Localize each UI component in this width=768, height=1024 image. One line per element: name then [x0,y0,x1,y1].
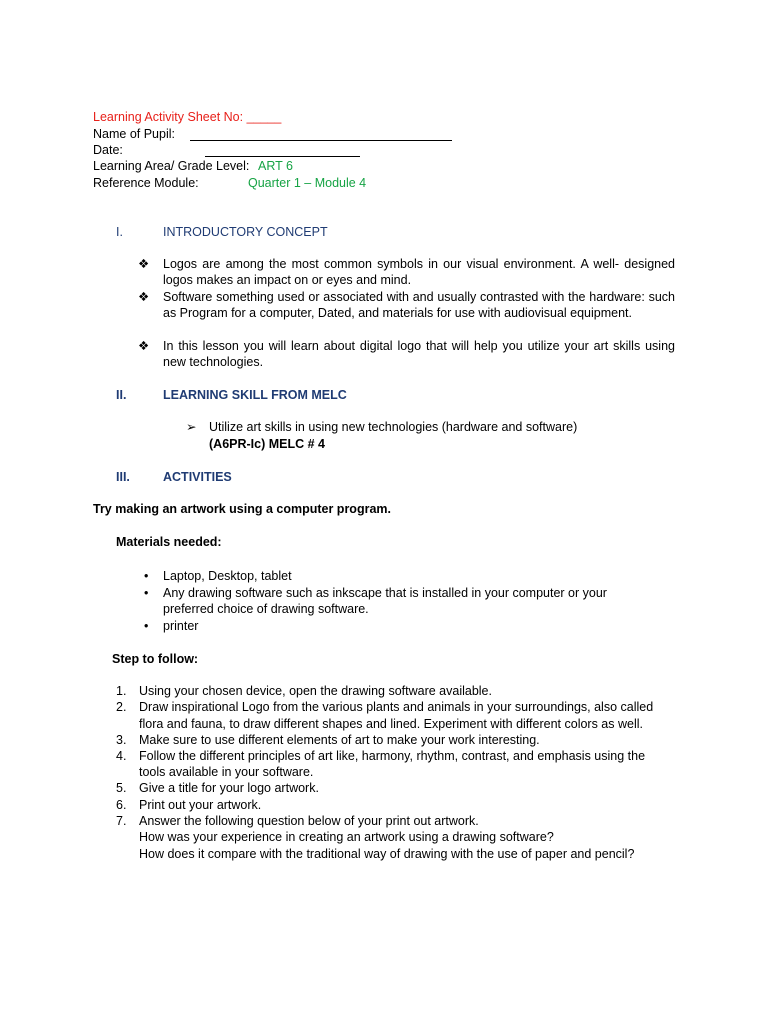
step-text: Print out your artwork. [139,798,262,812]
pupil-label: Name of Pupil: [93,127,175,141]
date-line [93,142,123,158]
step-number: 7. [116,814,127,828]
materials-heading: Materials needed: [116,535,222,549]
section-2-numeral: II. [116,388,127,402]
reflection-question: How does it compare with the traditional way of drawing with the use of paper and pencil? [139,847,635,861]
section-2-title: LEARNING SKILL FROM MELC [163,388,347,402]
section-3-numeral: III. [116,470,130,484]
pupil-name-blank[interactable] [190,128,452,141]
materials-item: Any drawing software such as inkscape that is installed in your computer or your [163,586,607,600]
reference-module-value: Quarter 1 – Module 4 [248,176,367,190]
date-label: Date: [93,143,123,157]
section-1-title: INTRODUCTORY CONCEPT [163,225,328,239]
reference-module-label: Reference Module: [93,176,199,190]
bullet-dot-icon: • [144,619,149,633]
step-number: 4. [116,749,127,763]
step-number: 2. [116,700,127,714]
sheet-label: Learning Activity Sheet No: [93,110,244,124]
learning-area-value: ART 6 [258,159,293,173]
step-number: 6. [116,798,127,812]
step-number: 1. [116,684,127,698]
diamond-bullet-icon: ❖ [138,339,150,353]
step-text-continued: flora and fauna, to draw different shapes and lined. Experiment with different colors as well. [139,717,643,731]
sheet-number-blank: _____ [246,110,282,124]
step-text: Answer the following question below of your print out artwork. [139,814,479,828]
step-text: Using your chosen device, open the drawing software available. [139,684,492,698]
intro-bullet-text: Software something used or associated with and usually contrasted with the hardware: such as Program for a computer, Dated, and materials for use with audiovisual equipment. [163,290,675,320]
section-3-title: ACTIVITIES [163,470,232,484]
materials-item: printer [163,619,199,633]
section-1-numeral: I. [116,225,123,239]
intro-bullet-2 [138,289,675,321]
step-text-continued: tools available in your software. [139,765,314,779]
step-text: Follow the different principles of art like, harmony, rhythm, contrast, and emphasis using the [139,749,646,763]
step-text: Make sure to use different elements of art to make your work interesting. [139,733,540,747]
reflection-question: How was your experience in creating an artwork using a drawing software? [139,830,554,844]
step-number: 3. [116,733,127,747]
materials-item: Laptop, Desktop, tablet [163,569,292,583]
bullet-dot-icon: • [144,569,149,583]
melc-skill: Utilize art skills in using new technologies (hardware and software) [209,420,578,434]
intro-bullet-text: In this lesson you will learn about digital logo that will help you utilize your art skills using new technologies. [163,339,675,369]
pupil-name-line [93,126,175,142]
date-blank[interactable] [205,144,360,157]
arrow-bullet-icon: ➢ [186,420,197,434]
step-text: Give a title for your logo artwork. [139,781,319,795]
bullet-dot-icon: • [144,586,149,600]
intro-bullet-1 [138,256,675,288]
activity-instruction: Try making an artwork using a computer program. [93,502,391,516]
diamond-bullet-icon: ❖ [138,290,150,304]
intro-bullet-text: Logos are among the most common symbols in our visual environment. A well- designed logos makes an impact on or eyes and mind. [163,257,675,287]
step-number: 5. [116,781,127,795]
steps-heading: Step to follow: [112,652,199,666]
diamond-bullet-icon: ❖ [138,257,150,271]
step-text: Draw inspirational Logo from the various plants and animals in your surroundings, also called [139,700,654,714]
learning-area-line [93,158,249,174]
materials-item-continued: preferred choice of drawing software. [163,602,369,616]
sheet-number-line [93,109,281,125]
intro-bullet-3 [138,338,675,370]
reference-module-line [93,175,199,191]
melc-code: (A6PR-Ic) MELC # 4 [209,437,325,451]
learning-area-label: Learning Area/ Grade Level: [93,159,250,173]
